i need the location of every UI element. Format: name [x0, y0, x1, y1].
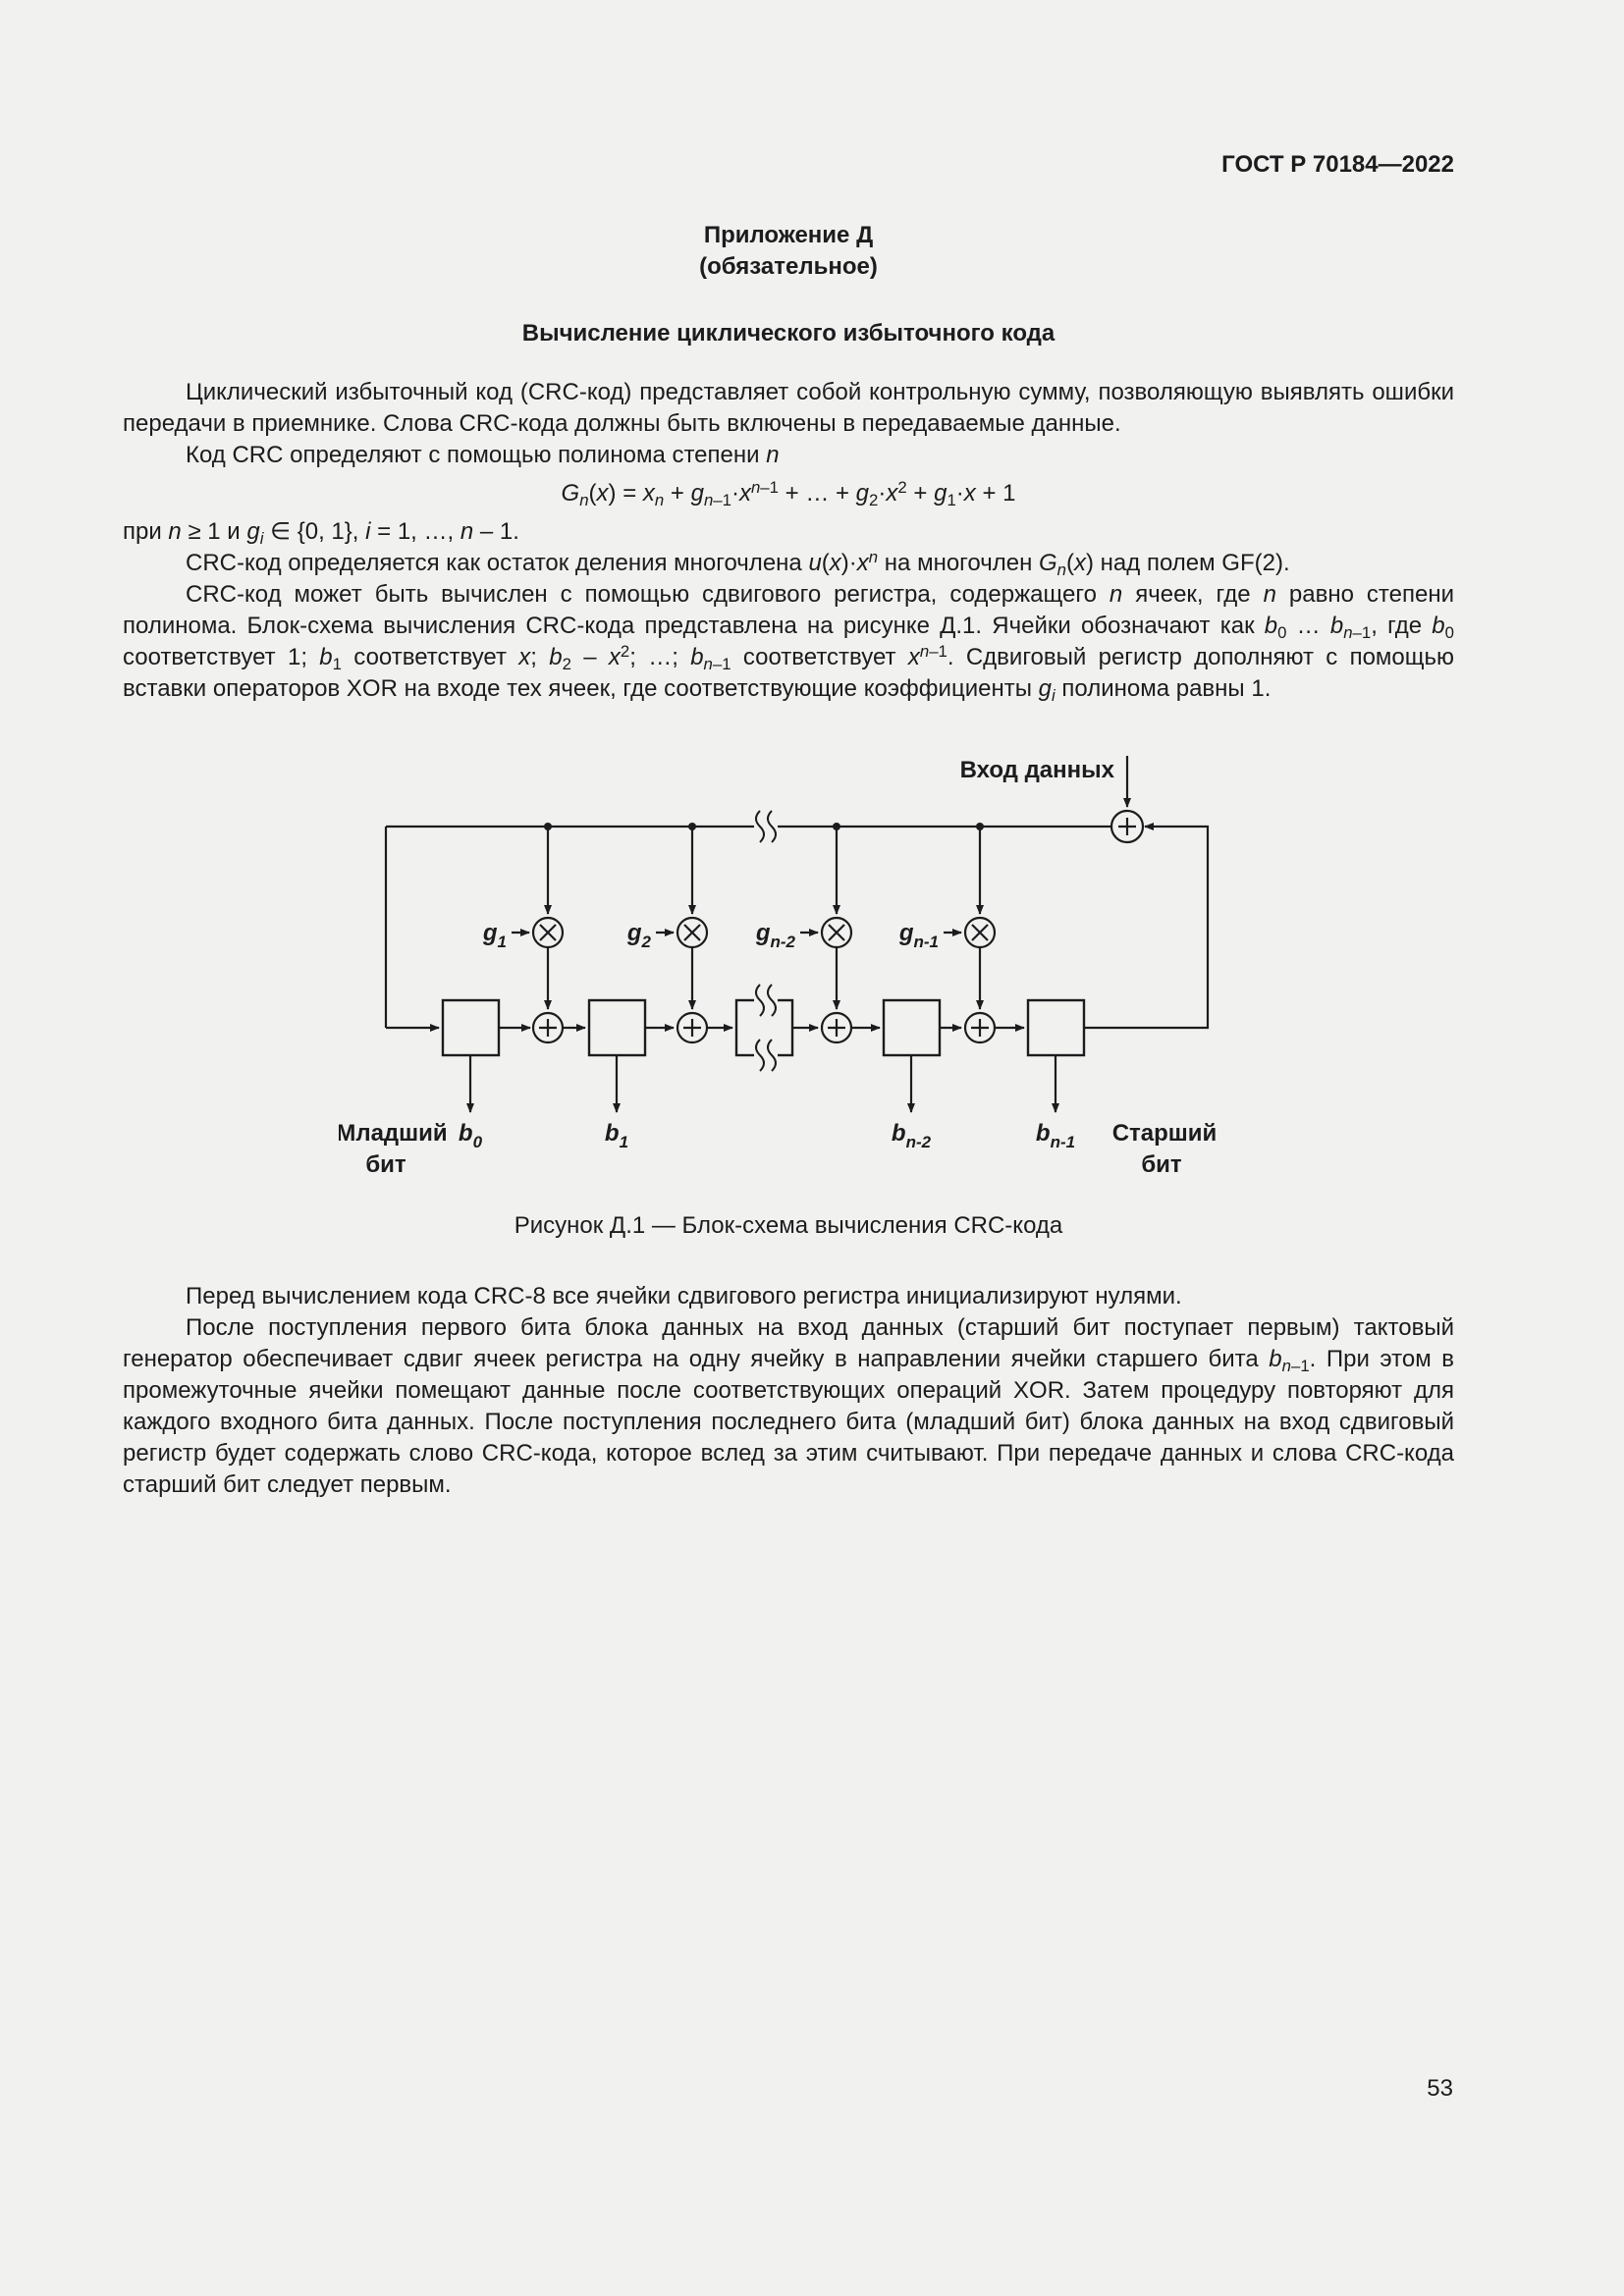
bit-label-bn2	[892, 1120, 932, 1151]
tap-label-gn1-base: g	[898, 920, 914, 946]
paragraph-init: Перед вычислением кода CRC-8 все ячейки сдвигового регистра инициализируют нулями.	[186, 1283, 1182, 1309]
data-input-label: Вход данных	[959, 757, 1114, 783]
tap-label-g2-base: g	[626, 920, 642, 946]
paragraph-operation: После поступления первого бита блока данных на вход данных (старший бит поступает первым) тактовый генератор обеспечивает сдвиг ячеек регистра на одну ячейку в направлении ячейки старшего бита $b_{n-1}$. При этом в промежуточные ячейки помещают данные после соответствующих операций XOR. Затем процедуру повторяют для каждого входного бита данных. После поступления последнего бита (младший бит) блока данных на вход сдвиговый регистр будет содержать слово CRC-кода, которое вслед за этим считывают. При передаче данных и слова CRC-кода старший бит следует первым.	[123, 1314, 1455, 1498]
tap-label-gn1	[898, 920, 939, 951]
appendix-title: Вычисление циклического избыточного кода	[521, 320, 1056, 347]
feedback-return-line	[1084, 827, 1208, 1028]
bit-label-b1	[605, 1120, 628, 1151]
tap-label-g1-base: g	[482, 920, 498, 946]
bit-label-bn1-sub: n-1	[1050, 1133, 1076, 1151]
page-number: 53	[1427, 2075, 1453, 2102]
bit-label-b0-base: b	[458, 1120, 473, 1147]
lsb-label-line2: бит	[365, 1151, 406, 1178]
paragraph-conditions: при n ≥ 1 и $g_i$ ∈ {0, 1}, i = 1, …, n – 1.	[123, 518, 519, 549]
bit-label-bn1-base: b	[1035, 1120, 1051, 1147]
tap-label-gn2-sub: n-2	[770, 933, 795, 951]
tap-label-gn2-base: g	[755, 920, 771, 946]
paragraph-polynomial: Код CRC определяют с помощью полинома степени n	[186, 442, 780, 468]
tap-label-g2	[626, 920, 652, 951]
paragraph-remainder: CRC-код определяется как остаток деления многочлена $u(x)\cdot x^n$ на многочлен $G_n(x)$ над полем GF(2).	[186, 548, 1290, 580]
crc-diagram	[339, 748, 1242, 1192]
msb-label-line2: бит	[1141, 1151, 1182, 1178]
bit-label-bn2-base: b	[891, 1120, 906, 1147]
figure-caption: Рисунок Д.1 — Блок-схема вычисления CRC-кода	[514, 1212, 1063, 1239]
paragraph-intro: Циклический избыточный код (CRC-код) представляет собой контрольную сумму, позволяющую выявлять ошибки передачи в приемнике. Слова CRC-кода должны быть включены в передаваемые данные.	[123, 379, 1454, 437]
diagram-labels	[339, 757, 1217, 1178]
bit-label-b0-sub: 0	[472, 1133, 483, 1151]
appendix-label: Приложение Д	[703, 222, 874, 248]
bit-label-bn2-sub: n-2	[905, 1133, 932, 1151]
xor-adders	[533, 811, 1143, 1042]
bit-label-b1-sub: 1	[619, 1133, 629, 1151]
page-content	[123, 149, 1454, 1501]
tap-label-g2-sub: 2	[641, 933, 651, 951]
appendix-kind: (обязательное)	[699, 253, 878, 280]
doc-number-header: ГОСТ Р 70184—2022	[1221, 151, 1454, 178]
bit-label-b1-base: b	[604, 1120, 620, 1147]
figure-d1	[339, 748, 1242, 1199]
bit-label-b0	[459, 1120, 483, 1151]
paragraph-shift-register: CRC-код может быть вычислен с помощью сдвигового регистра, содержащего n ячеек, где n равно степени полинома. Блок-схема вычисления CRC-кода представлена на рисунке Д.1. Ячейки обозначают как $b_0$ … $b_{n-1}$, где $b_0$ соответствует 1; $b_1$ соответствует x; $b_2 - x^2$; …; $b_{n-1}$ соответствует $x^{n-1}$. Сдвиговый регистр дополняют с помощью вставки операторов XOR на входе тех ячеек, где соответствующие коэффициенты $g_i$ полинома равны 1.	[123, 581, 1455, 706]
bit-label-bn1	[1036, 1120, 1075, 1151]
diagram-wires	[386, 756, 1208, 1112]
lsb-label-line1: Младший	[339, 1120, 448, 1147]
cell-b0	[443, 1000, 499, 1055]
msb-label-line1: Старший	[1111, 1120, 1218, 1147]
tap-label-gn2	[755, 920, 796, 951]
cell-bn2	[884, 1000, 940, 1055]
cell-b1	[589, 1000, 645, 1055]
formula-gn: $G_n(x) = x_n + g_{n-1}\cdot x^{n-1}$ + … + $g_2\cdot x^2 + g_1\cdot x + 1$	[561, 478, 1016, 510]
tap-label-g1	[482, 920, 507, 951]
tap-label-g1-sub: 1	[497, 933, 507, 951]
tap-label-gn1-sub: n-1	[913, 933, 939, 951]
cell-bn1	[1028, 1000, 1084, 1055]
